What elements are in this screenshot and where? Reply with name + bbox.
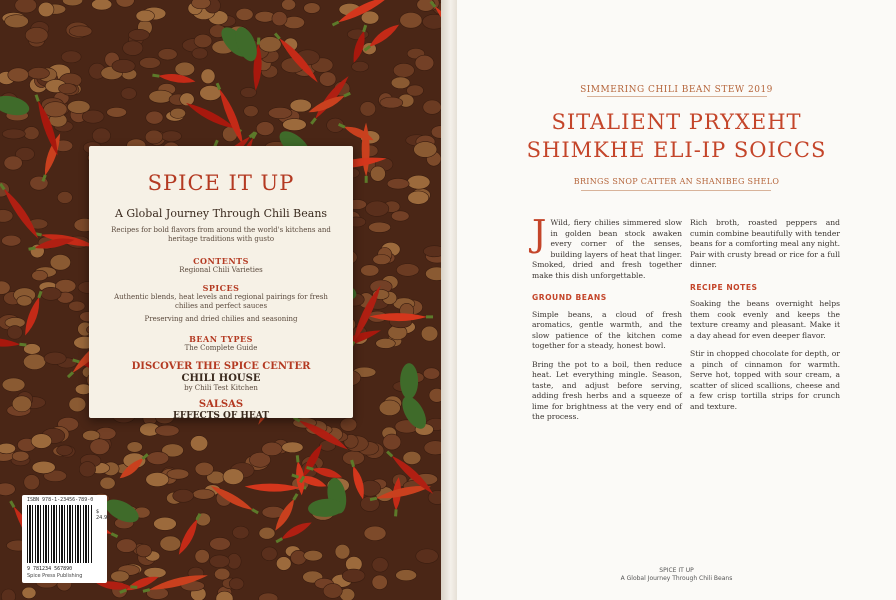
kicker-rule — [587, 96, 767, 97]
cover-title-panel — [89, 146, 353, 421]
cover-feature-line2: CHILI HOUSE — [181, 373, 261, 384]
cover-intro: Recipes for bold flavors from around the world's kitchens and heritage traditions with gusto — [111, 226, 331, 243]
text-column-right — [690, 218, 840, 420]
column2-paragraph3: Stir in chopped chocolate for depth, or a pinch of cinnamon for warmth. Serve hot, topped with sour cream, a scatter of sliced scallions, cheese and a few crisp tortilla strips for crunch and texture. — [690, 349, 840, 411]
column2-paragraph1: Rich broth, roasted peppers and cumin combine beautifully with tender beans for a comforting meal any night. Pair with crusty bread or rice for a full dinner. — [690, 218, 840, 269]
page-title-line2: SHIMKHE ELI-IP SOICCS — [526, 138, 827, 162]
barcode-number: 9 781234 567890 — [27, 566, 73, 572]
column1-paragraph3: Bring the pot to a boil, then reduce heat. Let everything mingle. Season, taste, and adjust before serving, adding fresh herbs and a squeeze of lime for brightness at the very end of the process. — [532, 359, 682, 421]
cover-subtitle: A Global Journey Through Chili Beans — [114, 207, 328, 220]
cover-title: SPICE IT UP — [147, 171, 295, 195]
page-title — [457, 108, 896, 164]
cover-section1-line: Regional Chili Varieties — [179, 266, 263, 274]
page-kicker: SIMMERING CHILI BEAN STEW 2019 — [580, 85, 773, 95]
page-title-line1: SITALIENT PRYXEHT — [551, 110, 802, 134]
footer-line1: SPICE IT UP — [659, 567, 694, 574]
barcode-label — [22, 495, 111, 583]
cover-bottom-line1: SALSAS — [198, 399, 244, 410]
cover-feature-line1: DISCOVER THE SPICE CENTER — [131, 361, 311, 372]
column1-paragraph1: J Wild, fiery chilies simmered slow in golden bean stock awaken every corner of the senses, building layers of heat that linger. Smoked, dried and fresh together make this dish unforgettable. — [532, 214, 682, 280]
text-column-left — [532, 214, 682, 431]
page-tagline: BRINGS SNOP CATTER AN SHANIBEG SHELO — [573, 177, 780, 186]
cover-section3-label: BEAN TYPES — [189, 334, 253, 344]
book-cover — [0, 0, 441, 600]
barcode-bars — [27, 505, 93, 563]
barcode-publisher: Spice Press Publishing — [27, 573, 83, 579]
article-page — [457, 0, 896, 600]
column2-paragraph2: Soaking the beans overnight helps them cook evenly and keeps the texture creamy and pleasant. Make it a day ahead for even deeper flavor. — [690, 299, 840, 340]
cover-section2-text: Authentic blends, heat levels and regional pairings for fresh chilies and perfect sauces — [114, 293, 328, 310]
column1-paragraph2: Simple beans, a cloud of fresh aromatics, gentle warmth, and the slow patience of the kitchen come together for a steady, honest bowl. — [532, 309, 682, 350]
cover-feature-small: by Chili Test Kitchen — [184, 384, 258, 392]
tagline-rule — [581, 190, 771, 191]
book-spine — [441, 0, 457, 600]
cover-section1-label: CONTENTS — [193, 256, 249, 266]
cover-bottom-line2: EFFECTS OF HEAT — [173, 411, 269, 421]
barcode-isbn: ISBN 978-1-23456-789-0 — [27, 497, 94, 503]
cover-section2-text2: Preserving and dried chilies and seasoning — [144, 315, 298, 323]
column2-heading: RECIPE NOTES — [690, 282, 758, 292]
barcode-price: $ 24.95 — [96, 509, 111, 521]
footer-line2: A Global Journey Through Chili Beans — [620, 575, 733, 582]
column1-heading: GROUND BEANS — [532, 293, 607, 302]
cover-section2-label: SPICES — [202, 283, 240, 293]
drop-cap: J — [532, 214, 547, 255]
cover-section3-line: The Complete Guide — [184, 344, 258, 352]
page-footer — [457, 567, 896, 583]
